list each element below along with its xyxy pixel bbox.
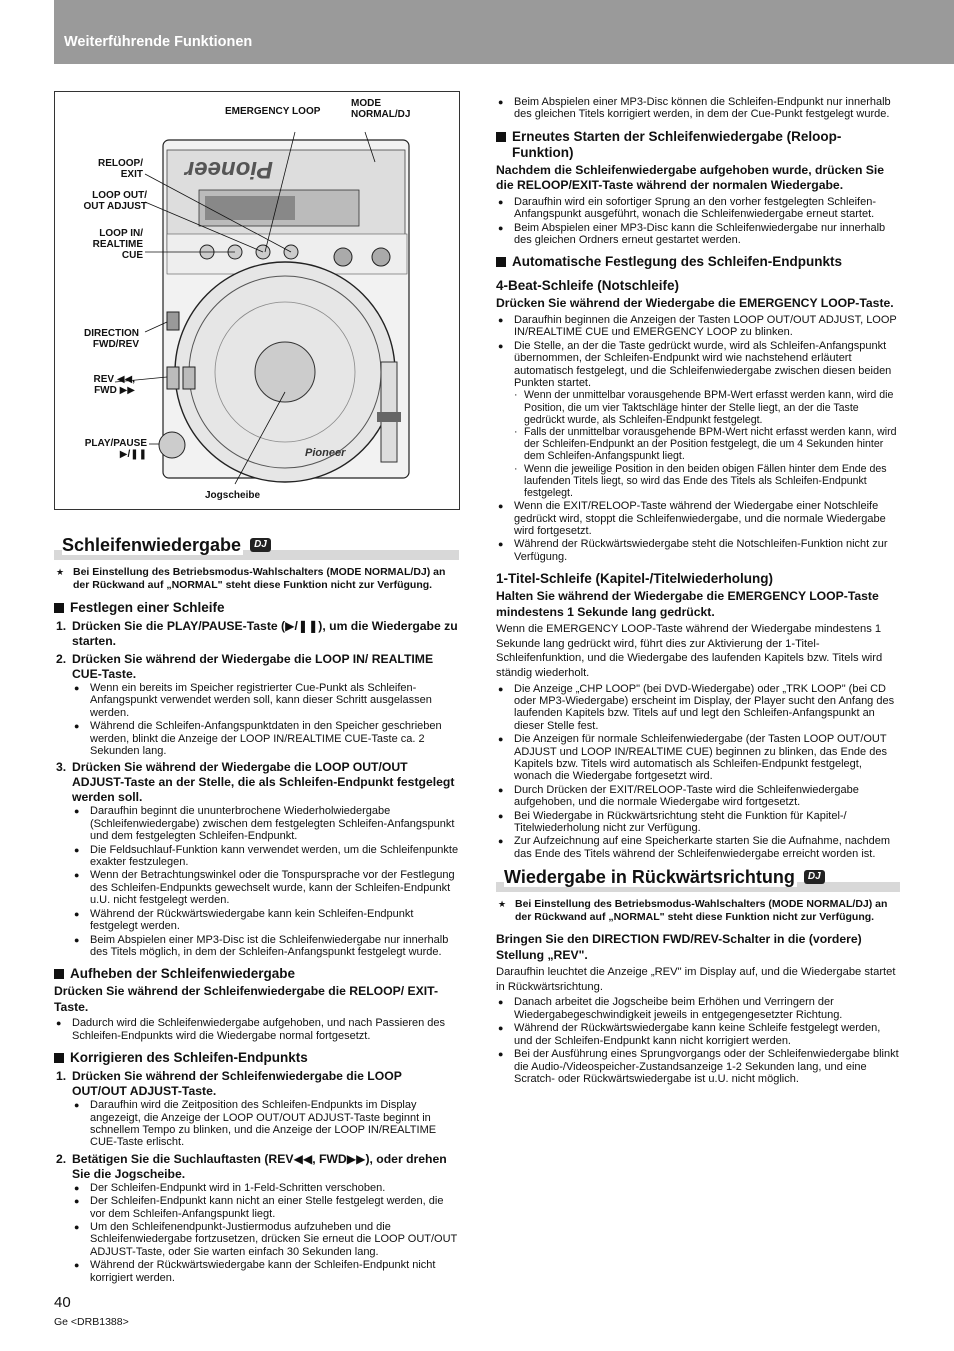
label-jog: Jogscheibe (205, 490, 261, 501)
label-play-pause: PLAY/PAUSE ▶/❚❚ (84, 438, 147, 460)
subheading-korrigieren: Korrigieren des Schleifen-Endpunkts (54, 1050, 459, 1066)
bullet: ● Um den Schleifenendpunkt-Justiermodus aufzuheben und die Schleifenwiedergabe fortzusetzen, drücken Sie erneut die LOOP OUT/OUT ADJUST-Taste, oder Sie warten einfach 30 Sekunden lang. (72, 1221, 459, 1258)
bullet: ● Die Anzeigen für normale Schleifenwiedergabe (der Tasten LOOP OUT/OUT ADJUST und LOOP IN/REALTIME CUE) beginnen zu blinken, das Ende des Kapitels bzw. Titels wird automatisch als Schleifen-Endpunkt festgelegt, wonach die Wiedergabe fortgesetzt wird. (496, 733, 900, 783)
dash-item: · Wenn der unmittelbar vorausgehende BPM-Wert erfasst werden kann, wird die Position, die um vier Taktschläge hinter der Stelle liegt, an der die Taste gedrückt wurde, als Schleifen-Endpunkt festgelegt. (514, 389, 900, 426)
steps-festlegen (54, 619, 459, 958)
instruction: Bringen Sie den DIRECTION FWD/REV-Schalter in die (vordere) Stellung „REV". (496, 932, 862, 962)
bullet: ● Daraufhin beginnen die Anzeigen der Tasten LOOP OUT/OUT ADJUST, LOOP IN/REALTIME CUE und EMERGENCY LOOP zu blinken. (496, 314, 900, 339)
svg-text:Pioneer: Pioneer (184, 156, 273, 183)
bullet: ● Beim Abspielen einer MP3-Disc können die Schleifen-Endpunkt nur innerhalb des gleichen Titels korrigiert werden, in dem der Cue-Punkt festgelegt wurde. (496, 96, 900, 121)
bullet: ● Daraufhin wird die Zeitposition des Schleifen-Endpunkts im Display angezeigt, die Anzeige der LOOP OUT/OUT ADJUST-Taste beginnt in schnellem Tempo zu blinken, und die Anzeige der LOOP IN/REALTIME CUE-Taste erlischt. (72, 1099, 459, 1149)
label-direction: DIRECTION FWD/REV (84, 328, 139, 350)
bullet: ● Wenn die EXIT/RELOOP-Taste während der Wiedergabe einer Notschleife gedrückt wird, stoppt die Schleifenwiedergabe, und die normale Wiedergabe wird fortgesetzt. (496, 500, 900, 537)
label-emergency-loop: EMERGENCY LOOP (225, 106, 321, 117)
subheading-festlegen: Festlegen einer Schleife (54, 600, 459, 616)
label-loop-in: LOOP IN/ REALTIME CUE (92, 228, 143, 261)
bullet: ● Zur Aufzeichnung auf eine Speicherkarte starten Sie die Aufnahme, nachdem das Ende des Titels während der Schleifenwiedergabe erreicht worden ist. (496, 835, 900, 860)
dj-badge: DJ (250, 538, 271, 552)
bullet: ● Wenn ein bereits im Speicher registrierter Cue-Punkt als Schleifen-Anfangspunkt verwendet werden soll, kann dieser Schritt ausgelassen werden. (72, 682, 459, 719)
bullet: ● Danach arbeitet die Jogscheibe beim Erhöhen und Verringern der Wiedergabegeschwindigkeit jeweils in entgegengesetzter Richtung. (496, 996, 900, 1021)
bullet: ● Wenn der Betrachtungswinkel oder die Tonspursprache vor der Festlegung des Schleifen-Endpunkts gewechselt wurde, kann der Schleifen-Endpunkt u.U. nicht festgelegt werden. (72, 869, 459, 906)
paragraph: Daraufhin leuchtet die Anzeige „REV" im Display auf, und die Wiedergabe startet in Rückwärtsrichtung. (496, 966, 896, 993)
subheading-1titel: 1-Titel-Schleife (Kapitel-/Titelwiederholung) (496, 571, 774, 587)
bullet: ● Daraufhin beginnt die ununterbrochene Wiederholwiedergabe (Schleifenwiedergabe) zwischen dem festgelegten Schleifen-Anfangspunkt und dem festgelegten Schleifen-Endpunkt. (72, 805, 459, 842)
instruction: Halten Sie während der Wiedergabe die EMERGENCY LOOP-Taste mindestens 1 Sekunde lang gedrückt. (496, 589, 879, 619)
bullet: ● Bei der Ausführung eines Sprungvorgangs oder der Schleifenwiedergabe blinkt die Audio-/Videospeicher-Zustandsanzeige 1-2 Sekunden lang, und eine Scratch- oder Rückwärtswiedergabe ist u.U. nicht möglich. (496, 1048, 900, 1085)
subheading-reloop: Erneutes Starten der Schleifenwiedergabe (Reloop-Funktion) (496, 129, 900, 161)
label-rev-fwd: REV ◀◀, FWD ▶▶ (93, 374, 135, 396)
instruction: Nachdem die Schleifenwiedergabe aufgehoben wurde, drücken Sie die RELOOP/EXIT-Taste während der normalen Wiedergabe. (496, 162, 885, 193)
dj-badge: DJ (804, 870, 825, 884)
step: 2. Drücken Sie während der Wiedergabe die LOOP IN/ REALTIME CUE-Taste. ● Wenn ein bereits im Speicher registrierter Cue-Punkt als Schleifen-Anfangspunkt verwendet werden soll, kann dieser Schritt ausgelassen werden. ● Während die Schleifen-Anfangspunktdaten in den Speicher geschrieben werden, blinkt die Anzeige der LOOP IN/REALTIME CUE-Taste ca. 2 Sekunden lang. (54, 652, 459, 757)
bullet: ● Daraufhin wird ein sofortiger Sprung an den vorher festgelegten Schleifen-Anfangspunkt ausgeführt, wonach die Schleifenwiedergabe erneut startet. (496, 196, 900, 221)
bullet: ● Der Schleifen-Endpunkt wird in 1-Feld-Schritten verschoben. (72, 1182, 459, 1194)
subheading-auto: Automatische Festlegung des Schleifen-Endpunkts (496, 254, 900, 270)
bullet: ● Bei Wiedergabe in Rückwärtsrichtung steht die Funktion für Kapitel-/ Titelwiederholung nicht zur Verfügung. (496, 810, 900, 835)
bullet: ● Die Feldsuchlauf-Funktion kann verwendet werden, um die Schleifenpunkte exakter festzulegen. (72, 844, 459, 869)
subheading-aufheben: Aufheben der Schleifenwiedergabe (54, 966, 459, 982)
bullet: ● Dadurch wird die Schleifenwiedergabe aufgehoben, und nach Passieren des Schleifen-Endpunkts wird die Wiedergabe normal fortgesetzt. (54, 1017, 459, 1042)
section-title-reverse: Wiedergabe in Rückwärtsrichtung DJ (496, 872, 900, 892)
document-code: Ge <DRB1388> (54, 1316, 129, 1328)
subheading-4beat: 4-Beat-Schleife (Notschleife) (496, 278, 680, 294)
page-number: 40 (54, 1294, 71, 1311)
step: 2. Betätigen Sie die Suchlauftasten (REV◀◀, FWD▶▶), oder drehen Sie die Jogscheibe. ● Der Schleifen-Endpunkt wird in 1-Feld-Schritten verschoben. ● Der Schleifen-Endpunkt kann nicht an einer Stelle festgelegt werden, die vor dem Schleifen-Anfangspunkt liegt. ● Um den Schleifenendpunkt-Justiermodus aufzuheben und die Schleifenwiedergabe fortzusetzen, drücken Sie erneut die LOOP OUT/OUT ADJUST-Taste, oder Sie warten einfach 30 Sekunden lang. ● Während der Rückwärtswiedergabe kann der Schleifen-Endpunkt nicht korrigiert werden. (54, 1152, 459, 1284)
device-figure (54, 91, 460, 510)
bullet: ● Während der Rückwärtswiedergabe kann kein Schleifen-Endpunkt festgelegt werden. (72, 908, 459, 933)
step: 3. Drücken Sie während der Wiedergabe die LOOP OUT/OUT ADJUST-Taste an der Stelle, die als Schleifen-Endpunkt festgelegt werden soll. ● Daraufhin beginnt die ununterbrochene Wiederholwiedergabe (Schleifenwiedergabe) zwischen dem festgelegten Schleifen-Anfangspunkt und dem festgelegten Schleifen-Endpunkt. ● Die Feldsuchlauf-Funktion kann verwendet werden, um die Schleifenpunkte exakter festzulegen. ● Wenn der Betrachtungswinkel oder die Tonspursprache vor der Festlegung des Schleifen-Endpunkts gewechselt wurde, kann der Schleifen-Endpunkt u.U. nicht festgelegt werden. ● Während der Rückwärtswiedergabe kann kein Schleifen-Endpunkt festgelegt werden. ● Beim Abspielen einer MP3-Disc ist die Schleifenwiedergabe nur innerhalb des Titels möglich, in dem der Schleifen-Anfangspunkt festgelegt wurde. (54, 760, 459, 958)
dash-item: · Falls der unmittelbar vorausgehende BPM-Wert nicht erfasst werden kann, wird der Schleifen-Endpunkt an der Position festgelegt, die um 4 Sekunden hinter dem Schleifen-Anfangspunkt liegt. (514, 426, 900, 463)
header-bar (54, 0, 954, 64)
bullet: ● Während die Schleifen-Anfangspunktdaten in den Speicher geschrieben werden, blinkt die Anzeige der LOOP IN/REALTIME CUE-Taste ca. 2 Sekunden lang. (72, 720, 459, 757)
header-title: Weiterführende Funktionen (64, 34, 253, 50)
bullet: ● Beim Abspielen einer MP3-Disc kann die Schleifenwiedergabe nur innerhalb des gleichen Ordners erneut gestartet werden. (496, 222, 900, 247)
section-title-loop: Schleifenwiedergabe DJ (54, 540, 459, 560)
bullet: ● Der Schleifen-Endpunkt kann nicht an einer Stelle festgelegt werden, die vor dem Schleifen-Anfangspunkt liegt. (72, 1195, 459, 1220)
bullet: ● Die Stelle, an der die Taste gedrückt wurde, wird als Schleifen-Anfangspunkt übernommen, der Schleifen-Endpunkt wird wie nachstehend erläutert automatisch festgelegt, und die Schleifenwiedergabe zwischen diesen beiden Punkten startet. · Wenn der unmittelbar vorausgehende BPM-Wert erfasst werden kann, wird die Position, die um vier Taktschläge hinter der Stelle liegt, an der die Taste gedrückt wurde, als Schleifen-Endpunkt festgelegt. · Falls der unmittelbar vorausgehende BPM-Wert nicht erfasst werden kann, wird der Schleifen-Endpunkt an der Position festgelegt, die um 4 Sekunden hinter dem Schleifen-Anfangspunkt liegt. · Wenn die jeweilige Position in den beiden obigen Fällen hinter dem Ende des laufenden Titels liegt, so wird das Ende des Titels als Schleifen-Endpunkt festgelegt. (496, 340, 900, 499)
bullet: ● Während der Rückwärtswiedergabe kann der Schleifen-Endpunkt nicht korrigiert werden. (72, 1259, 459, 1284)
bullet: ● Durch Drücken der EXIT/RELOOP-Taste wird die Schleifenwiedergabe aufgehoben, und die normale Wiedergabe wird fortgesetzt. (496, 784, 900, 809)
paragraph: Wenn die EMERGENCY LOOP-Taste während der Wiedergabe mindestens 1 Sekunde lang gedrückt wird, führt dies zur Aktivierung der 1-Titel-Schleifenfunktion, und die Wiedergabe des laufenden Kapitels bzw. Titels wird ständig wiederholt. (496, 623, 883, 680)
label-loop-out: LOOP OUT/ OUT ADJUST (83, 190, 147, 212)
label-mode: MODE NORMAL/DJ (351, 98, 411, 120)
step: 1. Drücken Sie die PLAY/PAUSE-Taste (▶/❚❚), um die Wiedergabe zu starten. (56, 619, 458, 648)
right-column (496, 96, 900, 1086)
bullet: ● Beim Abspielen einer MP3-Disc ist die Schleifenwiedergabe nur innerhalb des Titels möglich, in dem der Schleifen-Anfangspunkt festgelegt wurde. (72, 934, 459, 959)
dash-item: · Wenn die jeweilige Position in den beiden obigen Fällen hinter dem Ende des laufenden Titels liegt, so wird das Ende des Titels als Schleifen-Endpunkt festgelegt. (514, 463, 900, 500)
instruction: Drücken Sie während der Wiedergabe die EMERGENCY LOOP-Taste. (496, 296, 894, 311)
device-brand: Pioneer (305, 447, 346, 459)
left-column (54, 535, 459, 1285)
bullet: ● Während der Rückwärtswiedergabe kann keine Schleife festgelegt werden, und der Schleifen-Endpunkt kann nicht korrigiert werden. (496, 1022, 900, 1047)
bullet: ● Die Anzeige „CHP LOOP" (bei DVD-Wiedergabe) oder „TRK LOOP" (bei CD oder MP3-Wiedergabe) erscheint im Display, der Player sucht den Anfang des laufenden Kapitels bzw. Titels auf und legt den Schleifen-Anfangspunkt an dieser Stelle fest. (496, 683, 900, 733)
star-note: ★ Bei Einstellung des Betriebsmodus-Wahlschalters (MODE NORMAL/DJ) an der Rückwand auf „NORMAL" steht diese Funktion nicht zur Verfügung. (54, 566, 459, 592)
label-reloop: RELOOP/ EXIT (97, 158, 143, 180)
steps-korrigieren (54, 1069, 459, 1284)
bullet: ● Während der Rückwärtswiedergabe steht die Notschleifen-Funktion nicht zur Verfügung. (496, 538, 900, 563)
star-note: ★ Bei Einstellung des Betriebsmodus-Wahlschalters (MODE NORMAL/DJ) an der Rückwand auf „NORMAL" steht diese Funktion nicht zur Verfügung. (496, 898, 900, 924)
step: 1. Drücken Sie während der Schleifenwiedergabe die LOOP OUT/OUT ADJUST-Taste. ● Daraufhin wird die Zeitposition des Schleifen-Endpunkts im Display angezeigt, die Anzeige der LOOP OUT/OUT ADJUST-Taste beginnt in schnellem Tempo zu blinken, und die Anzeige der LOOP IN/REALTIME CUE-Taste erlischt. (54, 1069, 459, 1149)
instruction: Drücken Sie während der Schleifenwiedergabe die RELOOP/ EXIT-Taste. (54, 984, 439, 1014)
